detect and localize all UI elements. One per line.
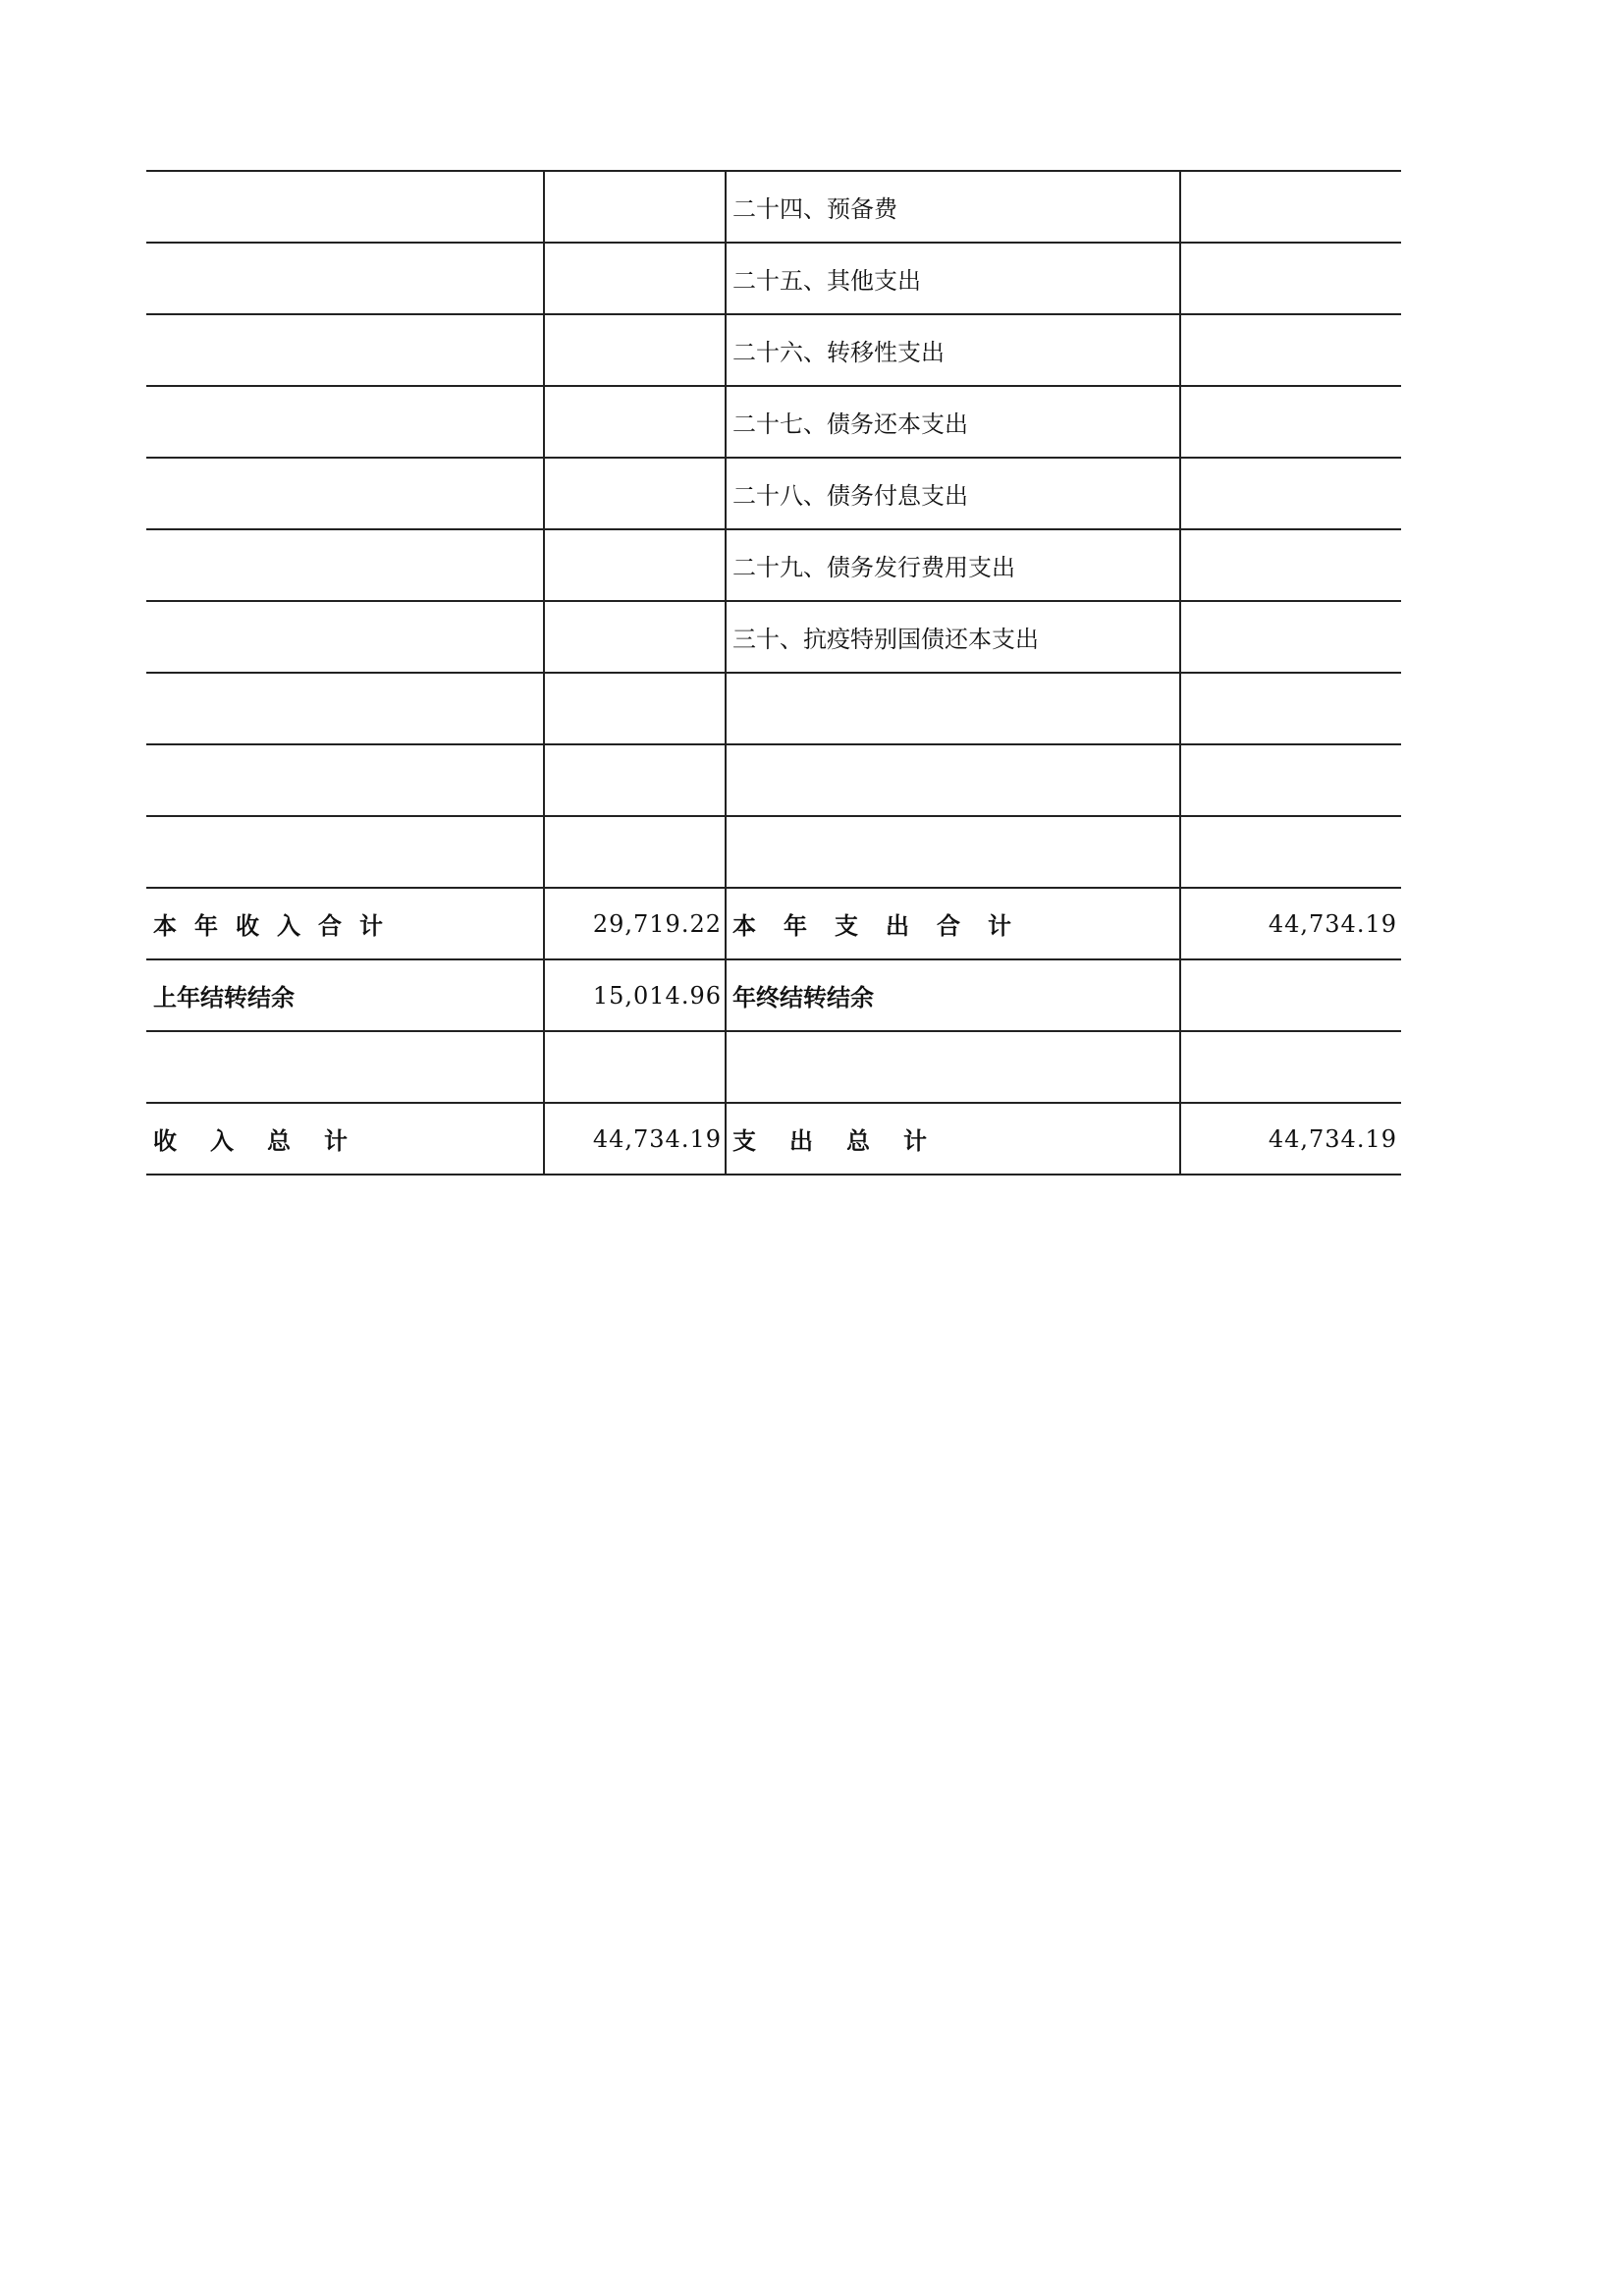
- grand-expense-total-value: 44,734.19: [1180, 1103, 1401, 1175]
- table-row: [146, 744, 1401, 816]
- empty-cell: [1180, 1031, 1401, 1103]
- prior-year-carryover-label: 上年结转结余: [146, 959, 544, 1031]
- table-row: [146, 529, 1401, 601]
- expense-amount-cell: [1180, 673, 1401, 744]
- prior-year-carryover-value: 15,014.96: [544, 959, 726, 1031]
- table-row: [146, 243, 1401, 314]
- income-amount-cell: [544, 529, 726, 601]
- year-end-carryover-label: 年终结转结余: [726, 959, 1180, 1031]
- income-amount-cell: [544, 243, 726, 314]
- table-row: [146, 386, 1401, 458]
- carryover-row: [146, 959, 1401, 1031]
- grand-income-total-label: 收入总计: [146, 1103, 544, 1175]
- income-item-cell: [146, 458, 544, 529]
- annual-total-row: [146, 888, 1401, 959]
- annual-expense-total-label: 本年支出合计: [726, 888, 1180, 959]
- expense-amount-cell: [1180, 744, 1401, 816]
- expense-amount-cell: [1180, 171, 1401, 243]
- expense-item-cell: [726, 816, 1180, 888]
- expense-amount-cell: [1180, 529, 1401, 601]
- expense-item-cell: [726, 744, 1180, 816]
- expense-amount-cell: [1180, 386, 1401, 458]
- empty-cell: [544, 1031, 726, 1103]
- table-row: [146, 314, 1401, 386]
- expense-item-cell: [726, 673, 1180, 744]
- income-item-cell: [146, 744, 544, 816]
- income-amount-cell: [544, 601, 726, 673]
- expense-amount-cell: [1180, 243, 1401, 314]
- table-row: [146, 601, 1401, 673]
- grand-expense-total-label: 支出总计: [726, 1103, 1180, 1175]
- income-amount-cell: [544, 314, 726, 386]
- income-amount-cell: [544, 816, 726, 888]
- income-item-cell: [146, 601, 544, 673]
- annual-income-total-label: 本年收入合计: [146, 888, 544, 959]
- income-item-cell: [146, 529, 544, 601]
- income-item-cell: [146, 171, 544, 243]
- annual-income-total-value: 29,719.22: [544, 888, 726, 959]
- income-amount-cell: [544, 458, 726, 529]
- income-item-cell: [146, 673, 544, 744]
- expense-item-cell: 二十六、转移性支出: [726, 314, 1180, 386]
- income-item-cell: [146, 314, 544, 386]
- empty-cell: [146, 1031, 544, 1103]
- expense-item-cell: 二十九、债务发行费用支出: [726, 529, 1180, 601]
- income-amount-cell: [544, 673, 726, 744]
- expense-item-cell: 二十五、其他支出: [726, 243, 1180, 314]
- expense-amount-cell: [1180, 601, 1401, 673]
- expense-amount-cell: [1180, 458, 1401, 529]
- empty-cell: [726, 1031, 1180, 1103]
- income-amount-cell: [544, 171, 726, 243]
- table-row: [146, 171, 1401, 243]
- table-row: [146, 816, 1401, 888]
- grand-total-row: [146, 1103, 1401, 1175]
- income-amount-cell: [544, 386, 726, 458]
- income-item-cell: [146, 386, 544, 458]
- expense-amount-cell: [1180, 314, 1401, 386]
- income-item-cell: [146, 243, 544, 314]
- table-row: [146, 673, 1401, 744]
- table-row: [146, 458, 1401, 529]
- expense-amount-cell: [1180, 816, 1401, 888]
- income-amount-cell: [544, 744, 726, 816]
- expense-item-cell: 二十四、预备费: [726, 171, 1180, 243]
- budget-sheet: [146, 170, 1401, 1175]
- table-row: [146, 1031, 1401, 1103]
- budget-table: [146, 170, 1401, 1175]
- expense-item-cell: 二十七、债务还本支出: [726, 386, 1180, 458]
- expense-item-cell: 二十八、债务付息支出: [726, 458, 1180, 529]
- annual-expense-total-value: 44,734.19: [1180, 888, 1401, 959]
- grand-income-total-value: 44,734.19: [544, 1103, 726, 1175]
- year-end-carryover-value: [1180, 959, 1401, 1031]
- expense-item-cell: 三十、抗疫特别国债还本支出: [726, 601, 1180, 673]
- income-item-cell: [146, 816, 544, 888]
